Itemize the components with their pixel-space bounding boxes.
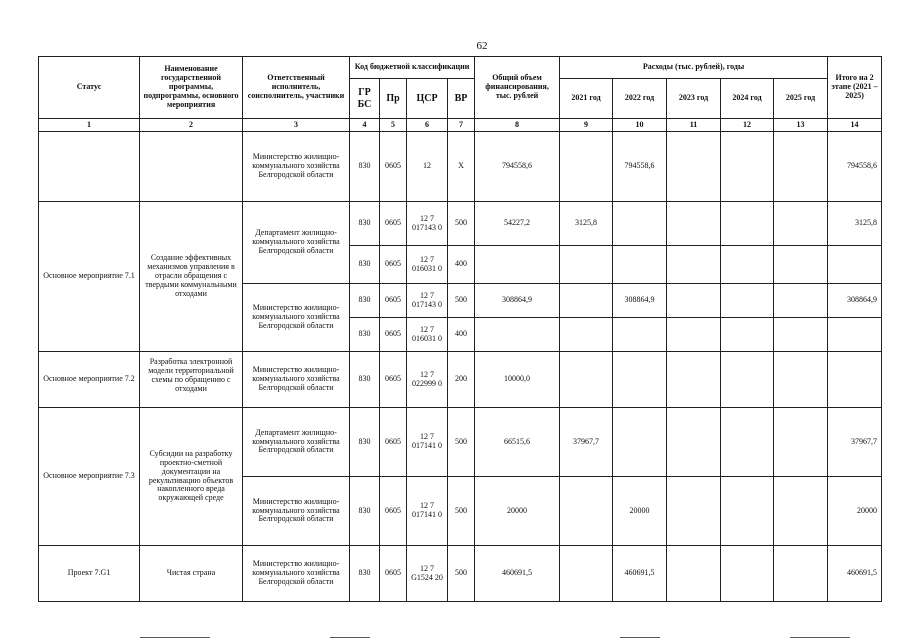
executor-cell: Министерство жилищно-коммунального хозяйства Белгородской области — [243, 132, 350, 202]
year-2021-cell: 37967,7 — [560, 408, 613, 477]
header-year-2021: 2021 год — [560, 79, 613, 119]
grbs-cell: 830 — [350, 284, 380, 318]
table-row — [39, 132, 882, 202]
grbs-cell: 830 — [350, 132, 380, 202]
column-number: 12 — [721, 119, 774, 132]
header-total-volume: Общий объем финансирования, тыс. рублей — [475, 57, 560, 119]
year-2025-cell — [774, 202, 828, 246]
stage-total-cell: 794558,6 — [828, 132, 882, 202]
vr-cell: 400 — [448, 318, 475, 352]
status-cell: Проект 7.G1 — [39, 546, 140, 602]
csr-cell: 12 7 017141 0 — [407, 477, 448, 546]
csr-cell: 12 7 022999 0 — [407, 352, 448, 408]
year-2023-cell — [667, 202, 721, 246]
year-2022-cell — [613, 202, 667, 246]
column-number: 3 — [243, 119, 350, 132]
vr-cell: 500 — [448, 408, 475, 477]
program-name-cell: Субсидии на разработку проектно-сметной документации на рекультивацию объектов накопленного вреда окружающей среде — [140, 408, 243, 546]
vr-cell: 500 — [448, 202, 475, 246]
header-status: Статус — [39, 57, 140, 119]
header-year-2025: 2025 год — [774, 79, 828, 119]
year-2024-cell — [721, 318, 774, 352]
year-2022-cell: 460691,5 — [613, 546, 667, 602]
year-2024-cell — [721, 546, 774, 602]
stage-total-cell: 37967,7 — [828, 408, 882, 477]
table-row — [39, 546, 882, 602]
csr-cell: 12 7 017141 0 — [407, 408, 448, 477]
year-2023-cell — [667, 246, 721, 284]
header-executor: Ответственный исполнитель, соисполнитель, участники — [243, 57, 350, 119]
stage-total-cell — [828, 318, 882, 352]
year-2025-cell — [774, 246, 828, 284]
header-expenses: Расходы (тыс. рублей), годы — [560, 57, 828, 79]
csr-cell: 12 — [407, 132, 448, 202]
year-2021-cell — [560, 352, 613, 408]
pr-cell: 0605 — [380, 318, 407, 352]
year-2022-cell — [613, 408, 667, 477]
year-2021-cell — [560, 477, 613, 546]
header-budget-code: Код бюджетной классификации — [350, 57, 475, 79]
year-2025-cell — [774, 318, 828, 352]
year-2021-cell — [560, 546, 613, 602]
year-2021-cell: 3125,8 — [560, 202, 613, 246]
column-number-row — [39, 119, 882, 132]
table-row — [39, 352, 882, 408]
program-name-cell: Чистая страна — [140, 546, 243, 602]
total-volume-cell: 66515,6 — [475, 408, 560, 477]
stage-total-cell: 20000 — [828, 477, 882, 546]
stage-total-cell: 308864,9 — [828, 284, 882, 318]
year-2021-cell — [560, 132, 613, 202]
table-row — [39, 202, 882, 246]
header-year-2024: 2024 год — [721, 79, 774, 119]
program-name-cell: Разработка электронной модели территориальной схемы по обращению с отходами — [140, 352, 243, 408]
grbs-cell: 830 — [350, 477, 380, 546]
year-2023-cell — [667, 132, 721, 202]
vr-cell: Х — [448, 132, 475, 202]
pr-cell: 0605 — [380, 284, 407, 318]
status-cell: Основное мероприятие 7.1 — [39, 202, 140, 352]
header-year-2023: 2023 год — [667, 79, 721, 119]
executor-cell: Министерство жилищно-коммунального хозяйства Белгородской области — [243, 546, 350, 602]
column-number: 2 — [140, 119, 243, 132]
column-number: 13 — [774, 119, 828, 132]
year-2022-cell: 308864,9 — [613, 284, 667, 318]
csr-cell: 12 7 017143 0 — [407, 284, 448, 318]
year-2024-cell — [721, 352, 774, 408]
column-number: 9 — [560, 119, 613, 132]
total-volume-cell: 20000 — [475, 477, 560, 546]
csr-cell: 12 7 017143 0 — [407, 202, 448, 246]
column-number: 5 — [380, 119, 407, 132]
stage-total-cell — [828, 352, 882, 408]
year-2023-cell — [667, 352, 721, 408]
scan-artifact-line — [790, 637, 850, 638]
year-2023-cell — [667, 318, 721, 352]
scan-artifact-line — [620, 637, 660, 638]
pr-cell: 0605 — [380, 246, 407, 284]
year-2022-cell — [613, 318, 667, 352]
vr-cell: 500 — [448, 284, 475, 318]
header-program-name: Наименование государственной программы, подпрограммы, основного мероприятия — [140, 57, 243, 119]
status-cell: Основное мероприятие 7.3 — [39, 408, 140, 546]
csr-cell: 12 7 G1524 20 — [407, 546, 448, 602]
page-number: 62 — [476, 40, 488, 52]
year-2021-cell — [560, 284, 613, 318]
year-2022-cell — [613, 246, 667, 284]
executor-cell: Департамент жилищно-коммунального хозяйства Белгородской области — [243, 202, 350, 284]
vr-cell: 500 — [448, 546, 475, 602]
column-number: 8 — [475, 119, 560, 132]
year-2025-cell — [774, 408, 828, 477]
column-number: 4 — [350, 119, 380, 132]
header-vr: ВР — [448, 79, 475, 119]
year-2025-cell — [774, 477, 828, 546]
header-csr: ЦСР — [407, 79, 448, 119]
csr-cell: 12 7 016031 0 — [407, 318, 448, 352]
grbs-cell: 830 — [350, 202, 380, 246]
grbs-cell: 830 — [350, 546, 380, 602]
grbs-cell: 830 — [350, 246, 380, 284]
program-name-cell: Создание эффективных механизмов управления в отрасли обращения с твердыми коммунальными отходами — [140, 202, 243, 352]
grbs-cell: 830 — [350, 408, 380, 477]
program-name-cell — [140, 132, 243, 202]
column-number: 10 — [613, 119, 667, 132]
stage-total-cell: 460691,5 — [828, 546, 882, 602]
year-2023-cell — [667, 546, 721, 602]
year-2025-cell — [774, 352, 828, 408]
column-number: 11 — [667, 119, 721, 132]
status-cell — [39, 132, 140, 202]
executor-cell: Министерство жилищно-коммунального хозяйства Белгородской области — [243, 284, 350, 352]
year-2024-cell — [721, 477, 774, 546]
year-2024-cell — [721, 202, 774, 246]
column-number: 7 — [448, 119, 475, 132]
pr-cell: 0605 — [380, 202, 407, 246]
pr-cell: 0605 — [380, 477, 407, 546]
executor-cell: Департамент жилищно-коммунального хозяйства Белгородской области — [243, 408, 350, 477]
vr-cell: 400 — [448, 246, 475, 284]
total-volume-cell: 460691,5 — [475, 546, 560, 602]
year-2023-cell — [667, 284, 721, 318]
total-volume-cell: 794558,6 — [475, 132, 560, 202]
year-2023-cell — [667, 477, 721, 546]
stage-total-cell — [828, 246, 882, 284]
executor-cell: Министерство жилищно-коммунального хозяйства Белгородской области — [243, 352, 350, 408]
header-stage-total: Итого на 2 этапе (2021 – 2025) — [828, 57, 882, 119]
scan-artifact-line — [330, 637, 370, 638]
header-pr: Пр — [380, 79, 407, 119]
year-2025-cell — [774, 546, 828, 602]
csr-cell: 12 7 016031 0 — [407, 246, 448, 284]
year-2024-cell — [721, 408, 774, 477]
year-2021-cell — [560, 318, 613, 352]
year-2024-cell — [721, 284, 774, 318]
year-2021-cell — [560, 246, 613, 284]
pr-cell: 0605 — [380, 352, 407, 408]
year-2024-cell — [721, 132, 774, 202]
grbs-cell: 830 — [350, 318, 380, 352]
header-grbs: ГР БС — [350, 79, 380, 119]
header-row-1 — [39, 57, 882, 79]
pr-cell: 0605 — [380, 408, 407, 477]
executor-cell: Министерство жилищно-коммунального хозяйства Белгородской области — [243, 477, 350, 546]
status-cell: Основное мероприятие 7.2 — [39, 352, 140, 408]
year-2022-cell — [613, 352, 667, 408]
pr-cell: 0605 — [380, 546, 407, 602]
header-year-2022: 2022 год — [613, 79, 667, 119]
column-number: 14 — [828, 119, 882, 132]
year-2022-cell: 20000 — [613, 477, 667, 546]
total-volume-cell — [475, 246, 560, 284]
column-number: 1 — [39, 119, 140, 132]
vr-cell: 500 — [448, 477, 475, 546]
total-volume-cell — [475, 318, 560, 352]
stage-total-cell: 3125,8 — [828, 202, 882, 246]
year-2023-cell — [667, 408, 721, 477]
scan-artifact-line — [140, 637, 210, 638]
year-2022-cell: 794558,6 — [613, 132, 667, 202]
pr-cell: 0605 — [380, 132, 407, 202]
grbs-cell: 830 — [350, 352, 380, 408]
column-number: 6 — [407, 119, 448, 132]
total-volume-cell: 10000,0 — [475, 352, 560, 408]
year-2025-cell — [774, 284, 828, 318]
vr-cell: 200 — [448, 352, 475, 408]
year-2025-cell — [774, 132, 828, 202]
budget-table — [38, 56, 882, 602]
total-volume-cell: 54227,2 — [475, 202, 560, 246]
year-2024-cell — [721, 246, 774, 284]
total-volume-cell: 308864,9 — [475, 284, 560, 318]
table-row — [39, 408, 882, 477]
